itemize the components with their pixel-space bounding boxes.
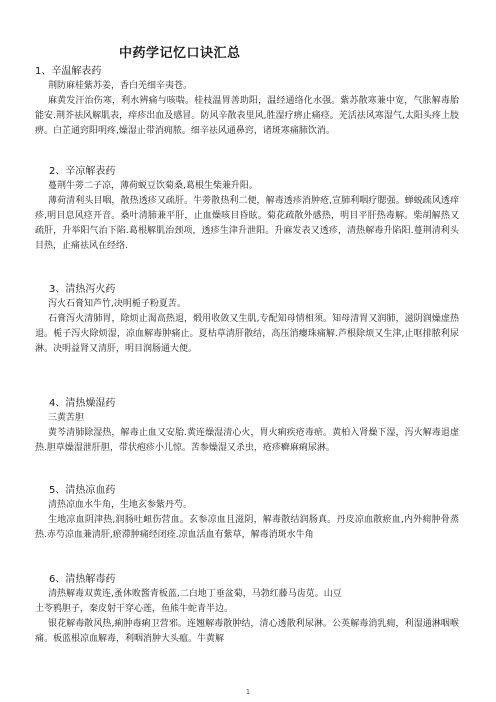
- section-verse: 泻火石膏知芦竹,决明栀子粉夏苦。: [48, 299, 186, 309]
- section-1: [35, 64, 459, 139]
- section-verse: 蔓荆牛蒡二子凉，薄荷蜕豆饮菊桑,葛根生柴兼升阳。: [48, 181, 258, 191]
- section-2: [35, 164, 459, 254]
- section-heading: 6、清热解毒药: [49, 574, 116, 585]
- section-heading: 3、清热泻火药: [49, 284, 116, 295]
- section-verse: 清热凉血水牛角，生地玄参紫丹芍。: [48, 500, 193, 510]
- page-number: 1: [245, 688, 251, 696]
- section-heading: 5、清热凉血药: [49, 485, 116, 496]
- section-5: [35, 483, 459, 543]
- section-verse-line: 土苓鸦胆子，秦皮射干穿心莲，鱼熊牛蛇青半边。: [35, 604, 234, 614]
- section-heading: 1、辛温解表药: [35, 66, 102, 77]
- section-body: 黄芩清肺除湿热，解毒止血又安胎.黄连燥湿清心火，胃火痢疾疮毒瘀。黄柏入肾燥下湿，泻火解毒退虚热.胆草燥湿泄肝胆，带状疱疹小儿惊。苦参燥湿又杀虫，疮疹癣麻痢尿淋。: [35, 428, 459, 453]
- section-4: [35, 396, 459, 456]
- section-3: [35, 282, 459, 357]
- section-6: [35, 572, 459, 647]
- section-subheading: 三黄苦胆: [48, 413, 85, 423]
- section-heading: 4、清热燥湿药: [49, 398, 116, 409]
- section-body: 银花解毒散风热,痢肿毒痢卫营邪。连翘解毒散肿结，清心透散利尿淋。公英解毒消乳痈，利湿通淋咽喉痛。板蓝根凉血解毒，利咽消肿大头瘟。牛黄解: [35, 619, 459, 644]
- section-body: 麻黄发汗治伤寒，利水辨痛与咳喘。桂枝温胃善助阳，温经通络化水强。紫苏散寒兼中宽，气胀解毒胎能安.荆芥祛风解肌表，痒疹出血及感冒。防风辛散表里风,胜湿疗痹止痛痉。羌活祛风寒湿气,太阳头疼上肢痹。白芷通窍阳明疼,燥湿止带消痈脓。细辛祛风通鼻窍，诸斑寒痛肺饮消。: [35, 96, 459, 136]
- section-body: 生地凉血阴津热,润肠吐衄伤营血。玄参凉血且滋阴，解毒散结润肠真。丹皮凉血散瘀血,内外痈肿骨蒸热.赤芍凉血兼清肝,瘀滞肿痛经闭痊.凉血活血有紫草，解毒消斑水牛角: [35, 515, 459, 540]
- section-verse: 荆防麻桂紫苏姜，香白羌细辛夷苍。: [48, 81, 193, 91]
- section-body: 石膏泻火清肺胃，除烦止渴高热退，煅用收敛又生肌,专配知母情相须。知母清胃又润肺，滋阴润燥虚热退。栀子泻火除烦湿，凉血解毒肿痛止。夏枯草清肝散结，高压消瘿珠痛解.芦根除烦又生津,止呕排脓利尿淋。决明益肾又清肝，明目润肠通大便。: [35, 314, 459, 354]
- page-title: 中药学记忆口诀汇总: [119, 46, 241, 61]
- section-heading: 2、辛凉解表药: [49, 166, 116, 177]
- section-body: 薄荷清利头目咽，散热透疹又疏肝。牛蒡散热利二便，解毒透疹消肿疮,宣肺利咽疗腮强。蝉蜕疏风透痒疹,明目息风痉开音。桑叶清肺兼平肝，止血燥咳目昏眩。菊花疏散外感热，明目平肝热毒解。柴胡解热又疏肝，升举阳气治下陷.葛根解肌治颈项，透疹生津升泄阳。升麻发表又透疹，清热解毒升陷阳.蔓荆清利头目热，止痛祛风在经络.: [35, 196, 459, 251]
- section-verse-line: 清热解毒双黄连,蚤休败酱青板蓝,二白地丁垂盆菊，马勃红藤马齿苋。山豆: [48, 589, 342, 599]
